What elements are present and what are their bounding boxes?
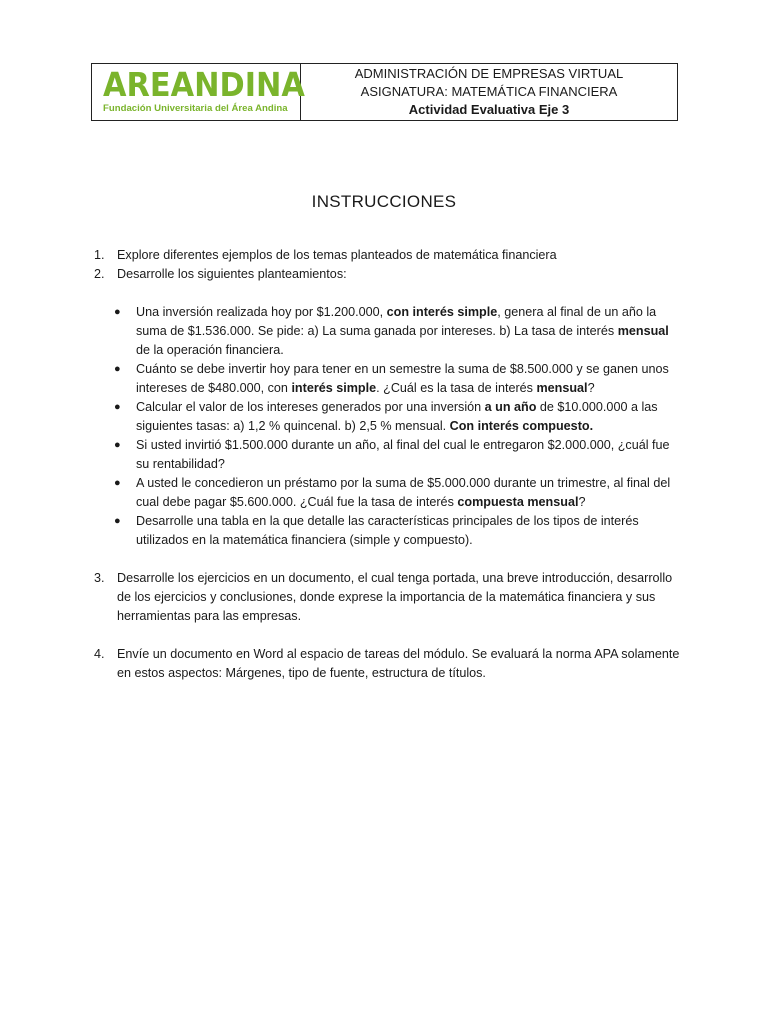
list-item: 4. Envíe un documento en Word al espacio de tareas del módulo. Se evaluará la norma APA solamente en estos aspectos: Márgenes, tipo de fuente, estructura de títulos. <box>94 647 680 680</box>
logo-wordmark: AREANDINA <box>103 65 305 104</box>
logo-subtitle: Fundación Universitaria del Área Andina <box>103 103 288 114</box>
exercise-item: ● Cuánto se debe invertir hoy para tener en un semestre la suma de $8.500.000 y se ganen unos intereses de $480.000, con interés simple. ¿Cuál es la tasa de interés mensual? <box>94 360 684 398</box>
bullet-icon: ● <box>114 306 121 318</box>
header-titles <box>301 64 677 120</box>
exercise-list <box>94 303 684 550</box>
bullet-icon: ● <box>114 439 121 451</box>
bullet-icon: ● <box>114 515 121 527</box>
bullet-icon: ● <box>114 401 121 413</box>
instructions-body <box>94 246 684 683</box>
bullet-icon: ● <box>114 363 121 375</box>
exercise-item: ● Si usted invirtió $1.500.000 durante un año, al final del cual le entregaron $2.000.000, ¿cuál fue su rentabilidad? <box>94 436 684 474</box>
document-header <box>91 63 678 121</box>
exercise-item: ● Desarrolle una tabla en la que detalle las características principales de los tipos de interés utilizados en la matemática financiera (simple y compuesto). <box>94 512 684 550</box>
list-item: 3. Desarrolle los ejercicios en un documento, el cual tenga portada, una breve introducción, desarrollo de los ejercicios y conclusiones, donde exprese la importancia de la matemática financiera y sus herramientas para las empresas. <box>94 571 673 623</box>
exercise-item: ● Calcular el valor de los intereses generados por una inversión a un año de $10.000.000 a las siguientes tasas: a) 1,2 % quincenal. b) 2,5 % mensual. Con interés compuesto. <box>94 398 684 436</box>
activity-name: Actividad Evaluativa Eje 3 <box>408 102 570 117</box>
exercise-item: ● A usted le concedieron un préstamo por la suma de $5.000.000 durante un trimestre, al final del cual debe pagar $5.600.000. ¿Cuál fue la tasa de interés compuesta mensual? <box>94 474 684 512</box>
list-item: 1. Explore diferentes ejemplos de los temas planteados de matemática financiera <box>94 248 557 262</box>
bullet-icon: ● <box>114 477 121 489</box>
areandina-logo <box>92 64 305 120</box>
list-item: 2. Desarrolle los siguientes planteamientos: <box>94 267 347 281</box>
exercise-item: ● Una inversión realizada hoy por $1.200.000, con interés simple, genera al final de un año la suma de $1.536.000. Se pide: a) La suma ganada por intereses. b) La tasa de interés mensual de la operación financiera. <box>94 303 684 360</box>
course-name: ASIGNATURA: MATEMÁTICA FINANCIERA <box>360 84 618 99</box>
page-title: INSTRUCCIONES <box>311 192 457 211</box>
program-name: ADMINISTRACIÓN DE EMPRESAS VIRTUAL <box>354 66 624 81</box>
